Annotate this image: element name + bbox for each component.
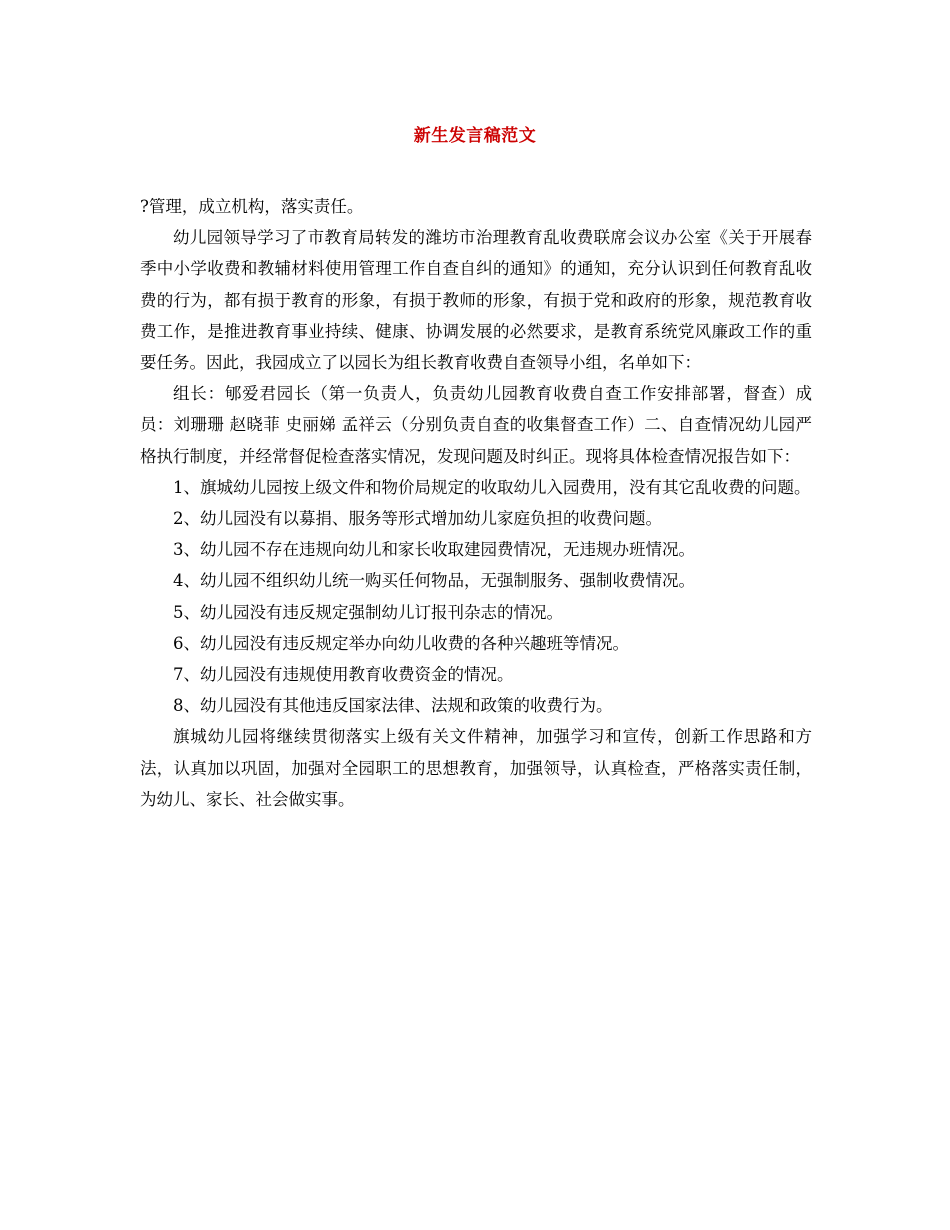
document-title: 新生发言稿范文 bbox=[413, 126, 537, 146]
paragraph-3: 组长：郇爱君园长（第一负责人，负责幼儿园教育收费自查工作安排部署，督查）成员：刘珊珊 赵晓菲 史丽娣 孟祥云（分别负责自查的收集督查工作）二、自查情况幼儿园严格执行制度，并经常督促检查落实情况，发现问题及时纠正。现将具体检查情况报告如下： bbox=[140, 384, 812, 466]
document-body bbox=[140, 191, 812, 815]
paragraph-2: 幼儿园领导学习了市教育局转发的潍坊市治理教育乱收费联席会议办公室《关于开展春季中小学收费和教辅材料使用管理工作自查自纠的通知》的通知，充分认识到任何教育乱收费的行为，都有损于教育的形象，有损于教师的形象，有损于党和政府的形象，规范教育收费工作，是推进教育事业持续、健康、协调发展的必然要求，是教育系统党风廉政工作的重要任务。因此，我园成立了以园长为组长教育收费自查领导小组，名单如下： bbox=[140, 228, 812, 373]
closing-paragraph: 旗城幼儿园将继续贯彻落实上级有关文件精神，加强学习和宣传，创新工作思路和方法，认真加以巩固，加强对全园职工的思想教育，加强领导，认真检查，严格落实责任制，为幼儿、家长、社会做实事。 bbox=[140, 727, 812, 809]
list-item-3: 3、幼儿园不存在违规向幼儿和家长收取建园费情况，无违规办班情况。 bbox=[173, 540, 695, 560]
list-item-4: 4、幼儿园不组织幼儿统一购买任何物品，无强制服务、强制收费情况。 bbox=[173, 571, 695, 591]
list-item-1: 1、旗城幼儿园按上级文件和物价局规定的收取幼儿入园费用，没有其它乱收费的问题。 bbox=[173, 477, 811, 497]
list-item-8: 8、幼儿园没有其他违反国家法律、法规和政策的收费行为。 bbox=[173, 696, 613, 716]
list-item-6: 6、幼儿园没有违反规定举办向幼儿收费的各种兴趣班等情况。 bbox=[173, 633, 629, 653]
list-item-7: 7、幼儿园没有违规使用教育收费资金的情况。 bbox=[173, 665, 514, 685]
list-item-2: 2、幼儿园没有以募捐、服务等形式增加幼儿家庭负担的收费问题。 bbox=[173, 509, 662, 529]
list-item-5: 5、幼儿园没有违反规定强制幼儿订报刊杂志的情况。 bbox=[173, 602, 563, 622]
paragraph-1: ?管理，成立机构，落实责任。 bbox=[140, 197, 364, 216]
